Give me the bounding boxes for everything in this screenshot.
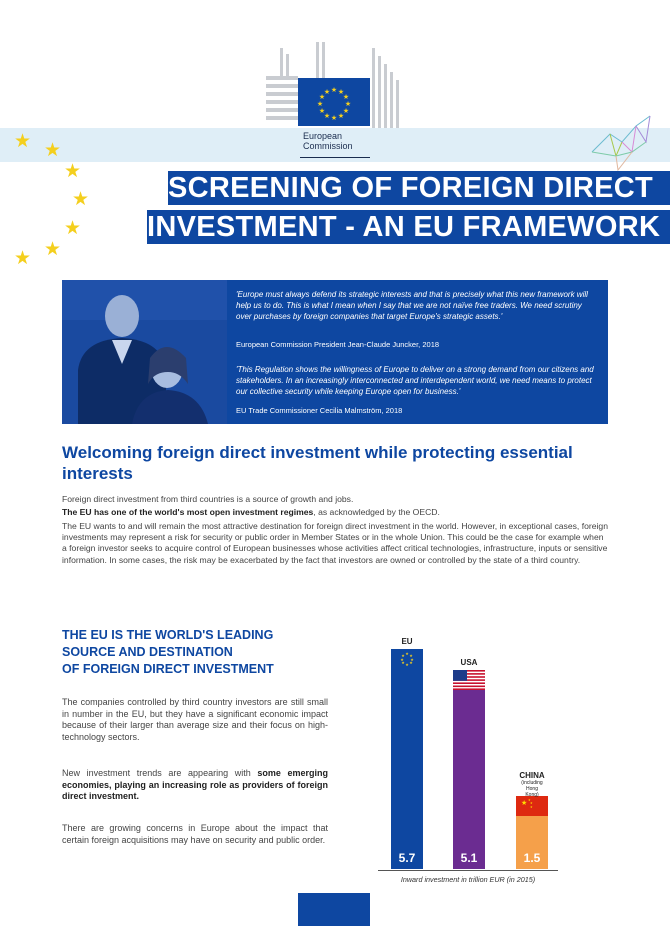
svg-text:★: ★ [342,93,350,101]
svg-text:★: ★ [528,798,531,802]
page-title-line-1: SCREENING OF FOREIGN DIRECT [168,171,670,205]
svg-text:★: ★ [530,801,533,805]
svg-text:★: ★ [342,107,350,115]
open-regime-rest: , as acknowledged by the OECD. [313,507,440,517]
quote-panel [62,280,608,424]
open-regime-highlight: The EU has one of the world's most open investment regimes [62,507,314,517]
chart-baseline [378,870,558,871]
bar-value-label: 5.7 [398,851,416,865]
star-icon: ★ [14,131,32,152]
bar-value-label: 5.1 [460,851,478,865]
chart-bar [453,690,485,869]
svg-text:★: ★ [530,805,533,809]
risk-paragraph: The EU wants to and will remain the most attractive destination for foreign direct investment in the world. However, in exceptional cases, foreign investments may represent a risk for security or public order in Member States or in the whole Union. This could be the case for example when a foreign investor seeks to acquire control of European businesses whose activities affect critical technologies, infrastructure, inputs or sensitive information. In some cases, the risk may be exacerbated by the fact that investors are owned or controlled by the state of a third country. [62,521,608,565]
origami-bird-icon [588,112,658,174]
star-icon: ★ [44,239,62,260]
malmstrom-attribution: EU Trade Commissioner Cecilia Malmström, 2018 [236,406,403,415]
category-note: (including Hong Kong) [521,780,543,798]
star-icon: ★ [64,218,82,239]
leading-heading: THE EU IS THE WORLD'S LEADING SOURCE AND DESTINATION OF FOREIGN DIRECT INVESTMENT [62,628,274,676]
intro-paragraph: Foreign direct investment from third countries is a source of growth and jobs. [62,494,354,504]
logo-divider [300,157,370,158]
malmstrom-quote: 'This Regulation shows the willingness of Europe to deliver on a strong demand from our citizens and stakeholders. In an increasingly interconnected and interdependent world, we need means to protect our collective security while keeping Europe open for business.' [236,365,594,396]
trends-paragraph: New investment trends are appearing with some emerging economies, playing an increasing role as providers of foreign direct investment. [62,768,328,801]
category-label: USA [460,658,478,667]
category-label: CHINA (including Hong Kong) [519,771,545,798]
svg-text:★: ★ [405,662,409,667]
footer-blue-block [298,893,370,926]
svg-text:★: ★ [330,86,338,94]
svg-text:★: ★ [410,657,414,662]
svg-text:★: ★ [337,88,345,96]
svg-text:★: ★ [401,653,405,658]
star-icon: ★ [72,189,90,210]
star-icon: ★ [44,140,62,161]
bar-value-label: 1.5 [523,851,541,865]
svg-text:★: ★ [330,114,338,122]
chart-bar [391,669,423,869]
svg-text:★: ★ [344,100,352,108]
open-regime-paragraph [62,507,610,518]
svg-text:★: ★ [400,657,404,662]
section-heading: Welcoming foreign direct investment while protecting essential interests [62,443,573,483]
svg-text:★: ★ [409,660,413,665]
chart-caption: Inward investment in trillion EUR (in 2015) [400,875,536,884]
svg-text:★: ★ [409,653,413,658]
concerns-paragraph: There are growing concerns in Europe about the impact that certain foreign acquisitions may have on security and public order. [62,823,328,845]
svg-text:★: ★ [316,100,324,108]
juncker-attribution: European Commission President Jean-Claude Juncker, 2018 [236,340,440,349]
svg-text:★: ★ [323,88,331,96]
svg-text:★: ★ [401,660,405,665]
commissioners-photo [62,280,227,424]
juncker-quote: 'Europe must always defend its strategic interests and that is precisely what this new framework will help us to do. This is what I mean when I say that we are not naïve free traders. We need scrutiny over purchases by foreign companies that target Europe's strategic assets.' [236,290,588,321]
category-label: EU [401,637,413,646]
svg-text:★: ★ [521,800,528,807]
page-title-line-2: INVESTMENT - AN EU FRAMEWORK [147,210,670,244]
svg-text:★: ★ [318,93,326,101]
svg-text:★: ★ [405,651,409,656]
companies-paragraph: The companies controlled by third country investors are still small in number in the EU, but they have a significant economic impact because of their larger than average size and their focus on high-technology sectors. [62,697,328,742]
svg-text:★: ★ [323,112,331,120]
svg-text:★: ★ [318,107,326,115]
organisation-name: European Commission [303,131,353,151]
star-icon: ★ [64,161,82,182]
eu-flag-logo [298,78,370,126]
svg-text:★: ★ [337,112,345,120]
star-icon: ★ [14,248,32,269]
